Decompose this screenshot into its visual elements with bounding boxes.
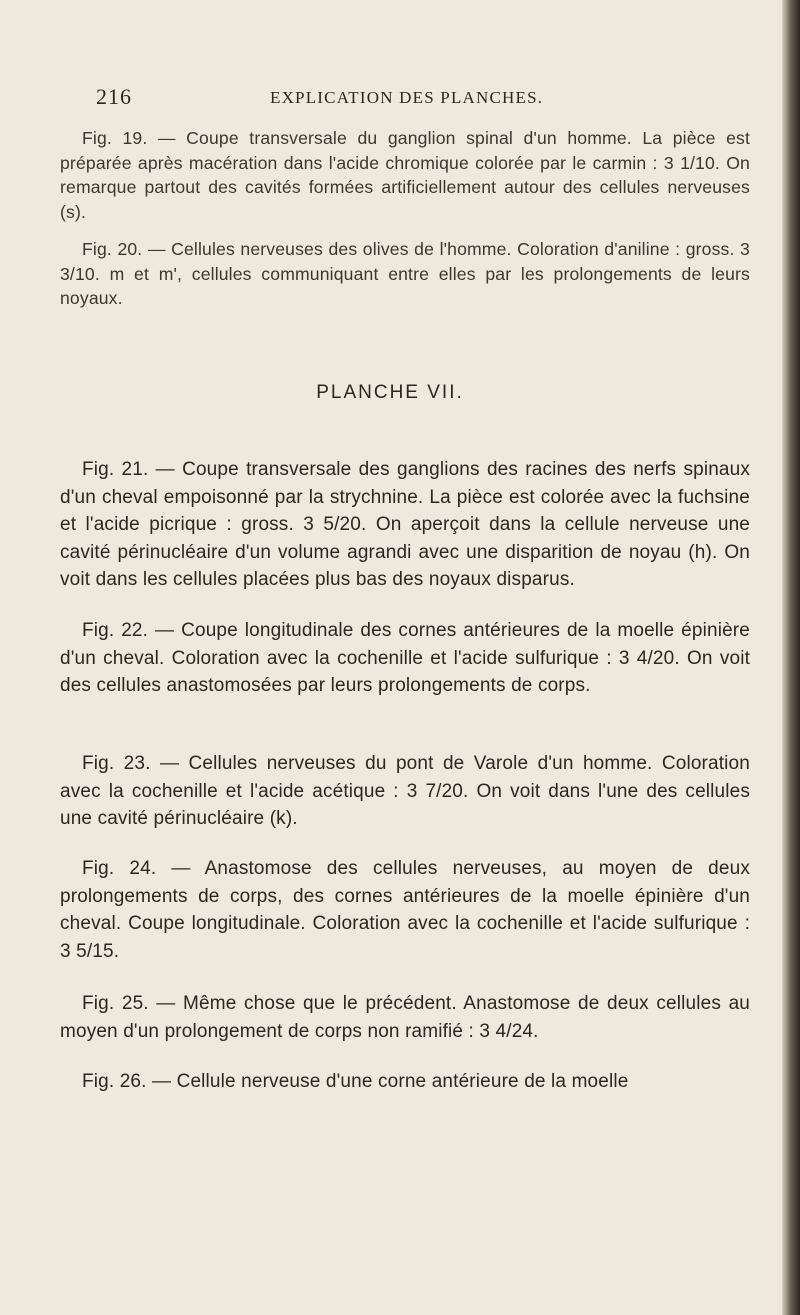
figure-caption-21: Fig. 21. — Coupe transversale des ganglions des racines des nerfs spinaux d'un cheval empoisonné par la strychnine. La pièce est colorée avec la fuchsine et l'acide picrique : gross. 3 5/20. On aperçoit dans la cellule nerveuse une cavité périnucléaire d'un volume agrandi avec une disparition de noyau (h). On voit dans les cellules placées plus bas des noyaux disparus. [60, 459, 750, 591]
running-title: EXPLICATION DES PLANCHES. [270, 88, 544, 107]
figure-caption-22: Fig. 22. — Coupe longitudinale des cornes antérieures de la moelle épinière d'un cheval. Coloration avec la cochenille et l'acide sulfurique : 3 4/20. On voit des cellules anastomosées par leurs prolongements de corps. [60, 620, 750, 697]
figure-caption-23: Fig. 23. — Cellules nerveuses du pont de Varole d'un homme. Coloration avec la cochenille et l'acide acétique : 3 7/20. On voit dans l'une des cellules une cavité périnucléaire (k). [60, 753, 750, 830]
figure-caption-24: Fig. 24. — Anastomose des cellules nerveuses, au moyen de deux prolongements de corps, des cornes antérieures de la moelle épinière d'un cheval. Coupe longitudinale. Coloration avec la cochenille et l'acide sulfurique : 3 5/15. [60, 858, 750, 962]
book-spine-edge [782, 0, 800, 1315]
page-number: 216 [96, 84, 132, 109]
figure-caption-25: Fig. 25. — Même chose que le précédent. Anastomose de deux cellules au moyen d'un prolongement de corps non ramifié : 3 4/24. [60, 993, 750, 1042]
page-header [0, 84, 780, 112]
figure-caption-19: Fig. 19. — Coupe transversale du ganglion spinal d'un homme. La pièce est préparée après macération dans l'acide chromique colorée par le carmin : 3 1/10. On remarque partout des cavités formées artificiellement autour des cellules nerveuses (s). [60, 128, 750, 222]
figure-caption-26: Fig. 26. — Cellule nerveuse d'une corne antérieure de la moelle [82, 1071, 629, 1092]
plate-heading: PLANCHE VII. [316, 382, 464, 403]
figure-caption-20: Fig. 20. — Cellules nerveuses des olives de l'homme. Coloration d'aniline : gross. 3 3/10. m et m', cellules communiquant entre elles par les prolongements de leurs noyaux. [60, 239, 750, 309]
